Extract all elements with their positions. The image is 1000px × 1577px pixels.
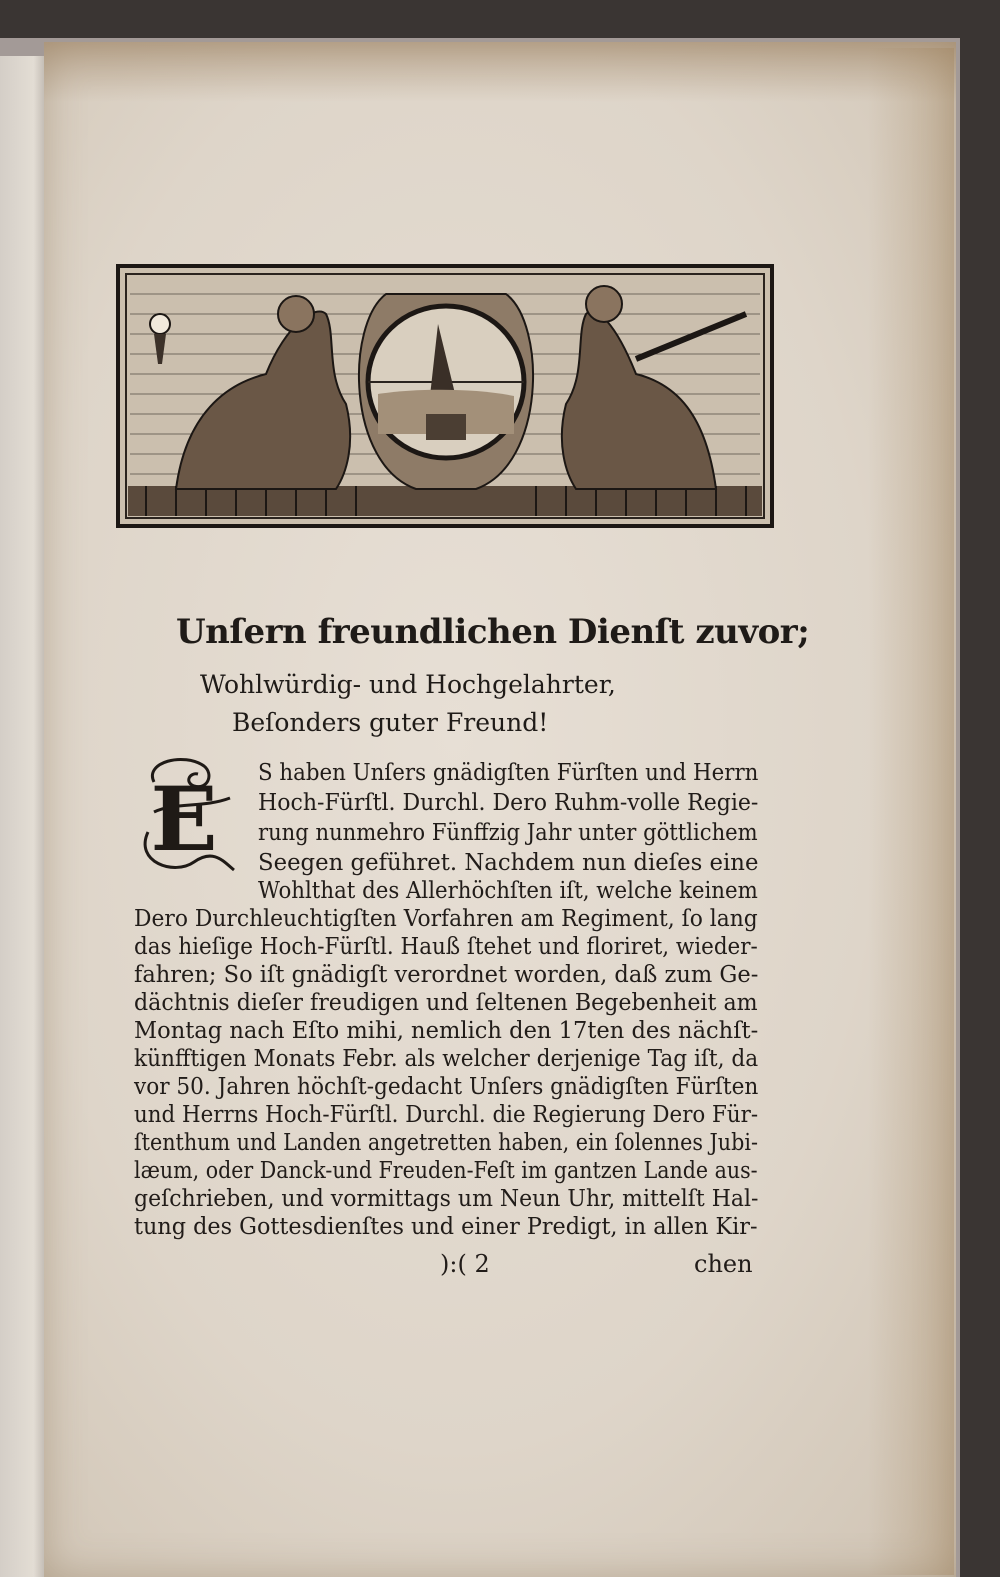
body-line: fahren; So iſt gnädigſt verordnet worden, daß zum Ge-: [134, 962, 759, 988]
body-line: S haben Unſers gnädigſten Fürſten und Herrn: [258, 760, 759, 786]
facing-page-edge: [0, 56, 48, 1577]
woodcut-illustration: [116, 264, 774, 528]
salutation-line-2: Beſonders guter Freund!: [232, 708, 549, 737]
body-line: Montag nach Eſto mihi, nemlich den 17ten des nächſt-: [134, 1018, 759, 1044]
greeting-heading: Unſern freundlichen Dienſt zuvor;: [176, 612, 810, 652]
body-line: das hieſige Hoch-Fürſtl. Hauß ſtehet und floriret, wieder-: [134, 934, 758, 960]
ornamental-initial-letter: [134, 752, 240, 880]
body-line: Wohlthat des Allerhöchſten iſt, welche keinem: [258, 878, 758, 904]
page-edge-shadow: [868, 48, 954, 1575]
initial-letter-glyph: E: [150, 767, 218, 871]
body-line: Hoch-Fürſtl. Durchl. Dero Ruhm-volle Regie-: [258, 790, 759, 816]
body-line: læum, oder Danck-und Freuden-Feſt im gantzen Lande aus-: [134, 1158, 758, 1184]
body-line: dächtnis dieſer freudigen und ſeltenen Begebenheit am: [134, 990, 758, 1016]
body-line: vor 50. Jahren höchſt-gedacht Unſers gnädigſten Fürſten: [134, 1074, 759, 1100]
body-line: und Herrns Hoch-Fürſtl. Durchl. die Regierung Dero Für-: [134, 1102, 759, 1128]
body-line: rung nunmehro Fünffzig Jahr unter göttlichem: [258, 820, 758, 846]
body-line: geſchrieben, und vormittags um Neun Uhr, mittelſt Hal-: [134, 1186, 759, 1212]
decorated-initial: [134, 752, 240, 880]
body-line: Seegen geführet. Nachdem nun dieſes eine: [258, 850, 759, 876]
body-line: künfftigen Monats Febr. als welcher derjenige Tag iſt, da: [134, 1046, 759, 1072]
body-line: Dero Durchleuchtigſten Vorfahren am Regiment, ſo lang: [134, 906, 758, 932]
signature-mark: ):( 2: [440, 1250, 490, 1278]
salutation-line-1: Wohlwürdig- und Hochgelahrter,: [200, 670, 616, 699]
catchword: chen: [694, 1250, 753, 1278]
body-line: ſtenthum und Landen angetretten haben, ein ſolennes Jubi-: [134, 1130, 758, 1156]
paper-stain: [44, 42, 956, 102]
body-line: tung des Gottesdienſtes und einer Predigt, in allen Kir-: [134, 1214, 758, 1240]
woodcut-headpiece: [116, 264, 774, 528]
